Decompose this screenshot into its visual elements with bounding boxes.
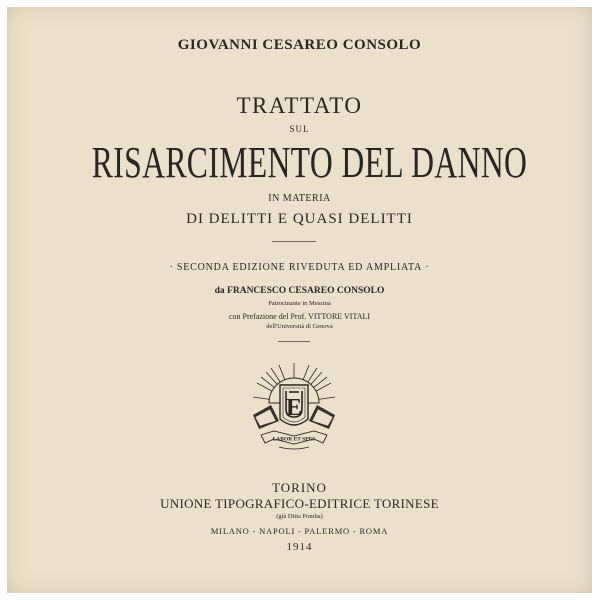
edition-text: SECONDA EDIZIONE RIVEDUTA ED AMPLIATA	[176, 262, 423, 273]
divider-rule-2	[278, 341, 310, 342]
main-title-text: RISARCIMENTO DEL DANNO	[91, 138, 528, 187]
edition-statement	[7, 263, 592, 273]
subject-title: DI DELITTI E QUASI DELITTI	[186, 211, 413, 227]
preface-credit: con Prefazione del Prof. VITTORE VITALI	[228, 312, 371, 321]
edition-dot-left: ·	[169, 262, 177, 273]
title-page	[7, 7, 592, 593]
author-name: GIOVANNI CESAREO CONSOLO	[177, 37, 422, 53]
publisher-name: UNIONE TIPOGRAFICO-EDITRICE TORINESE	[160, 496, 439, 511]
editor-role: Patrocinante in Messina	[268, 300, 331, 307]
publisher-branches: MILANO - NAPOLI - PALERMO - ROMA	[210, 526, 389, 536]
main-title	[7, 138, 592, 187]
preface-affiliation: dell'Università di Genova	[266, 323, 333, 330]
editor-name: da FRANCESCO CESAREO CONSOLO	[214, 286, 385, 296]
svg-text:E: E	[285, 395, 303, 421]
emblem-motto: LABOR ET SPES	[272, 436, 316, 443]
title-connector: SUL	[289, 124, 310, 134]
publisher-emblem-icon	[249, 359, 339, 451]
in-materia-label: IN MATERIA	[268, 193, 331, 204]
publisher-formerly: (già Ditta Pomba)	[276, 513, 323, 520]
divider-rule	[272, 241, 316, 242]
publication-year: 1914	[286, 541, 313, 553]
title-prefix: TRATTATO	[236, 93, 363, 118]
edition-dot-right: ·	[422, 262, 430, 273]
publication-city: TORINO	[272, 480, 327, 495]
